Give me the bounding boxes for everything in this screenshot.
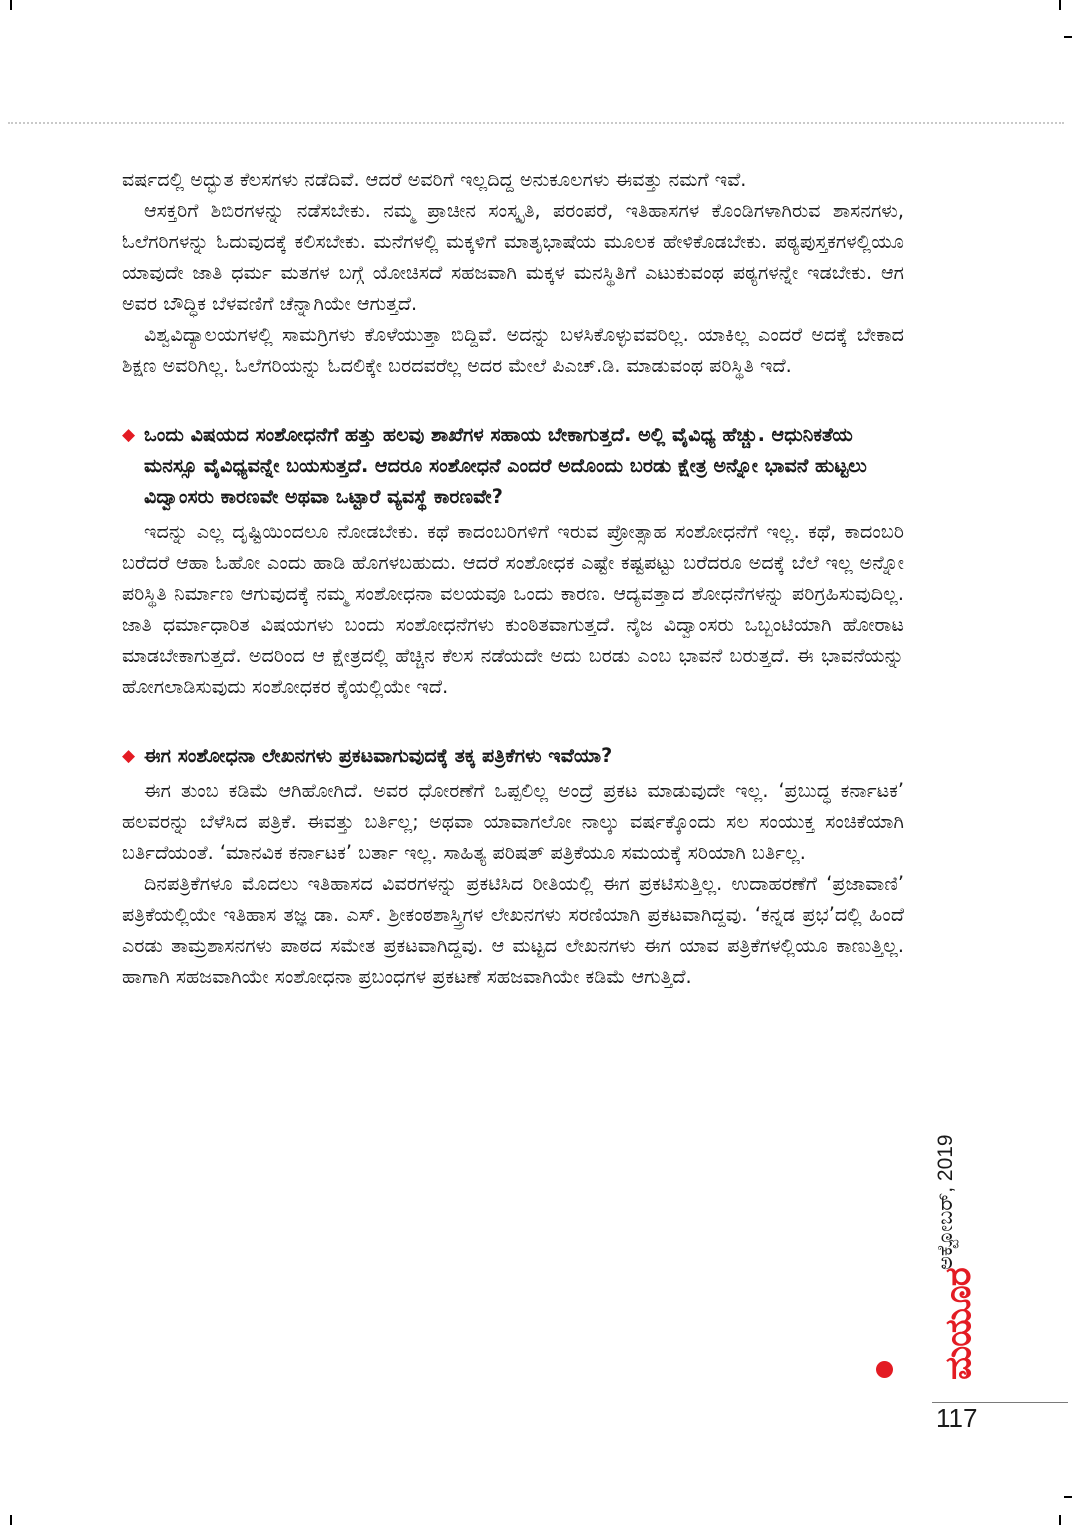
question-text: ಈಗ ಸಂಶೋಧನಾ ಲೇಖನಗಳು ಪ್ರಕಟವಾಗುವುದಕ್ಕೆ ತಕ್ಕ ಪತ್ರಿಕೆಗಳು ಇವೆಯಾ? bbox=[144, 744, 613, 767]
issue-date: ಅಕ್ಟೋಬರ್, 2019 bbox=[934, 1134, 957, 1270]
question-text: ಒಂದು ವಿಷಯದ ಸಂಶೋಧನೆಗೆ ಹತ್ತು ಹಲವು ಶಾಖೆಗಳ ಸಹಾಯ ಬೇಕಾಗುತ್ತದೆ. ಅಲ್ಲಿ ವೈವಿಧ್ಯ ಹೆಚ್ಚು. ಆಧುನಿಕತೆಯ ಮನಸ್ಸೂ ವೈವಿಧ್ಯವನ್ನೇ ಬಯಸುತ್ತದೆ. ಆದರೂ ಸಂಶೋಧನೆ ಎಂದರೆ ಅದೊಂದು ಬರಡು ಕ್ಷೇತ್ರ ಅನ್ನೋ ಭಾವನೆ ಹುಟ್ಟಲು ವಿದ್ವಾಂಸರು ಕಾರಣವೇ ಅಥವಾ ಒಟ್ಟಾರೆ ವ್ಯವಸ್ಥೆ ಕಾರಣವೇ? bbox=[144, 423, 867, 508]
red-diamond-bullet-icon: ◆ bbox=[122, 425, 136, 445]
sidebar bbox=[932, 1060, 992, 1390]
answer-paragraph: ಈಗ ತುಂಬ ಕಡಿಮೆ ಆಗಿಹೋಗಿದೆ. ಅವರ ಧೋರಣೆಗೆ ಒಪ್ಪಲಿಲ್ಲ ಅಂದ್ರೆ ಪ್ರಕಟ ಮಾಡುವುದೇ ಇಲ್ಲ. ‘ಪ್ರಬುದ್ಧ ಕರ್ನಾಟಕ’ ಹಲವರನ್ನು ಬೆಳೆಸಿದ ಪತ್ರಿಕೆ. ಈವತ್ತು ಬರ್ತಿಲ್ಲ; ಅಥವಾ ಯಾವಾಗಲೋ ನಾಲ್ಕು ವರ್ಷಕ್ಕೊಂದು ಸಲ ಸಂಯುಕ್ತ ಸಂಚಿಕೆಯಾಗಿ ಬರ್ತಿದೆಯಂತೆ. ‘ಮಾನವಿಕ ಕರ್ನಾಟಕ’ ಬರ್ತಾ ಇಲ್ಲ. ಸಾಹಿತ್ಯ ಪರಿಷತ್ ಪತ್ರಿಕೆಯೂ ಸಮಯಕ್ಕೆ ಸರಿಯಾಗಿ ಬರ್ತಿಲ್ಲ. bbox=[122, 779, 904, 864]
crop-mark-top-left bbox=[10, 0, 12, 10]
crop-mark-bottom-left bbox=[10, 1515, 12, 1525]
crop-mark-right-lower bbox=[1064, 1496, 1072, 1498]
header-dotted-rule bbox=[8, 122, 1064, 124]
answer-paragraph: ಇದನ್ನು ಎಲ್ಲ ದೃಷ್ಟಿಯಿಂದಲೂ ನೋಡಬೇಕು. ಕಥೆ ಕಾದಂಬರಿಗಳಿಗೆ ಇರುವ ಪ್ರೋತ್ಸಾಹ ಸಂಶೋಧನೆಗೆ ಇಲ್ಲ. ಕಥೆ, ಕಾದಂಬರಿ ಬರೆದರೆ ಆಹಾ ಓಹೋ ಎಂದು ಹಾಡಿ ಹೊಗಳಬಹುದು. ಆದರೆ ಸಂಶೋಧಕ ಎಷ್ಟೇ ಕಷ್ಟಪಟ್ಟು ಬರೆದರೂ ಅದಕ್ಕೆ ಬೆಲೆ ಇಲ್ಲ ಅನ್ನೋ ಪರಿಸ್ಥಿತಿ ನಿರ್ಮಾಣ ಆಗುವುದಕ್ಕೆ ನಮ್ಮ ಸಂಶೋಧನಾ ವಲಯವೂ ಒಂದು ಕಾರಣ. ಆದ್ಯವತ್ತಾದ ಶೋಧನೆಗಳನ್ನು ಪರಿಗ್ರಹಿಸುವುದಿಲ್ಲ. ಜಾತಿ ಧರ್ಮಾಧಾರಿತ ವಿಷಯಗಳು ಬಂದು ಸಂಶೋಧನೆಗಳು ಕುಂಠಿತವಾಗುತ್ತದೆ. ನೈಜ ವಿದ್ವಾಂಸರು ಒಬ್ಬಂಟಿಯಾಗಿ ಹೋರಾಟ ಮಾಡಬೇಕಾಗುತ್ತದೆ. ಅದರಿಂದ ಆ ಕ್ಷೇತ್ರದಲ್ಲಿ ಹೆಚ್ಚಿನ ಕೆಲಸ ನಡೆಯದೇ ಅದು ಬರಡು ಎಂಬ ಭಾವನೆ ಬರುತ್ತದೆ. ಈ ಭಾವನೆಯನ್ನು ಹೋಗಲಾಡಿಸುವುದು ಸಂಶೋಧಕರ ಕೈಯಲ್ಲಿಯೇ ಇದೆ. bbox=[122, 520, 904, 698]
answer-paragraph: ದಿನಪತ್ರಿಕೆಗಳೂ ಮೊದಲು ಇತಿಹಾಸದ ವಿವರಗಳನ್ನು ಪ್ರಕಟಿಸಿದ ರೀತಿಯಲ್ಲಿ ಈಗ ಪ್ರಕಟಿಸುತ್ತಿಲ್ಲ. ಉದಾಹರಣೆಗೆ ‘ಪ್ರಜಾವಾಣಿ’ ಪತ್ರಿಕೆಯಲ್ಲಿಯೇ ಇತಿಹಾಸ ತಜ್ಞ ಡಾ. ಎಸ್. ಶ್ರೀಕಂಠಶಾಸ್ತ್ರಿಗಳ ಲೇಖನಗಳು ಸರಣಿಯಾಗಿ ಪ್ರಕಟವಾಗಿದ್ದವು. ‘ಕನ್ನಡ ಪ್ರಭ’ದಲ್ಲಿ ಹಿಂದೆ ಎರಡು ತಾಮ್ರಶಾಸನಗಳು ಪಾಠದ ಸಮೇತ ಪ್ರಕಟವಾಗಿದ್ದವು. ಆ ಮಟ್ಟದ ಲೇಖನಗಳು ಈಗ ಯಾವ ಪತ್ರಿಕೆಗಳಲ್ಲಿಯೂ ಕಾಣುತ್ತಿಲ್ಲ. ಹಾಗಾಗಿ ಸಹಜವಾಗಿಯೇ ಸಂಶೋಧನಾ ಪ್ರಬಂಧಗಳ ಪ್ರಕಟಣೆ ಸಹಜವಾಗಿಯೇ ಕಡಿಮೆ ಆಗುತ್ತಿದೆ. bbox=[122, 872, 904, 988]
page-number: 117 bbox=[936, 1403, 978, 1433]
body-paragraph: ವರ್ಷದಲ್ಲಿ ಅದ್ಭುತ ಕೆಲಸಗಳು ನಡೆದಿವೆ. ಆದರೆ ಅವರಿಗೆ ಇಲ್ಲದಿದ್ದ ಅನುಕೂಲಗಳು ಈವತ್ತು ನಮಗೆ ಇವೆ. bbox=[122, 168, 747, 191]
body-paragraph: ವಿಶ್ವವಿದ್ಯಾಲಯಗಳಲ್ಲಿ ಸಾಮಗ್ರಿಗಳು ಕೊಳೆಯುತ್ತಾ ಬಿದ್ದಿವೆ. ಅದನ್ನು ಬಳಸಿಕೊಳ್ಳುವವರಿಲ್ಲ. ಯಾಕಿಲ್ಲ ಎಂದರೆ ಅದಕ್ಕೆ ಬೇಕಾದ ಶಿಕ್ಷಣ ಅವರಿಗಿಲ್ಲ. ಓಲೆಗರಿಯನ್ನು ಓದಲಿಕ್ಕೇ ಬರದವರೆಲ್ಲ ಅದರ ಮೇಲೆ ಪಿಎಚ್.ಡಿ. ಮಾಡುವಂಥ ಪರಿಸ್ಥಿತಿ ಇದೆ. bbox=[122, 323, 904, 377]
red-diamond-bullet-icon: ◆ bbox=[122, 746, 136, 766]
interview-question bbox=[122, 419, 904, 512]
interview-question bbox=[122, 740, 904, 771]
magazine-logo: ಮಯೂರ bbox=[938, 1268, 979, 1380]
end-mark-dot-icon bbox=[876, 1361, 893, 1378]
crop-mark-right-upper bbox=[1064, 36, 1072, 38]
body-paragraph: ಆಸಕ್ತರಿಗೆ ಶಿಬಿರಗಳನ್ನು ನಡೆಸಬೇಕು. ನಮ್ಮ ಪ್ರಾಚೀನ ಸಂಸ್ಕೃತಿ, ಪರಂಪರೆ, ಇತಿಹಾಸಗಳ ಕೊಂಡಿಗಳಾಗಿರುವ ಶಾಸನಗಳು, ಓಲೆಗರಿಗಳನ್ನು ಓದುವುದಕ್ಕೆ ಕಲಿಸಬೇಕು. ಮನೆಗಳಲ್ಲಿ ಮಕ್ಕಳಿಗೆ ಮಾತೃಭಾಷೆಯ ಮೂಲಕ ಹೇಳಿಕೊಡಬೇಕು. ಪಠ್ಯಪುಸ್ತಕಗಳಲ್ಲಿಯೂ ಯಾವುದೇ ಜಾತಿ ಧರ್ಮ ಮತಗಳ ಬಗ್ಗೆ ಯೋಚಿಸದೆ ಸಹಜವಾಗಿ ಮಕ್ಕಳ ಮನಸ್ಥಿತಿಗೆ ಎಟುಕುವಂಥ ಪಠ್ಯಗಳನ್ನೇ ಇಡಬೇಕು. ಆಗ ಅವರ ಬೌದ್ಧಿಕ ಬೆಳವಣಿಗೆ ಚೆನ್ನಾಗಿಯೇ ಆಗುತ್ತದೆ. bbox=[122, 199, 904, 315]
article-body bbox=[122, 164, 904, 992]
crop-mark-bottom-right bbox=[1059, 1515, 1061, 1525]
crop-mark-top-right bbox=[1059, 0, 1061, 10]
